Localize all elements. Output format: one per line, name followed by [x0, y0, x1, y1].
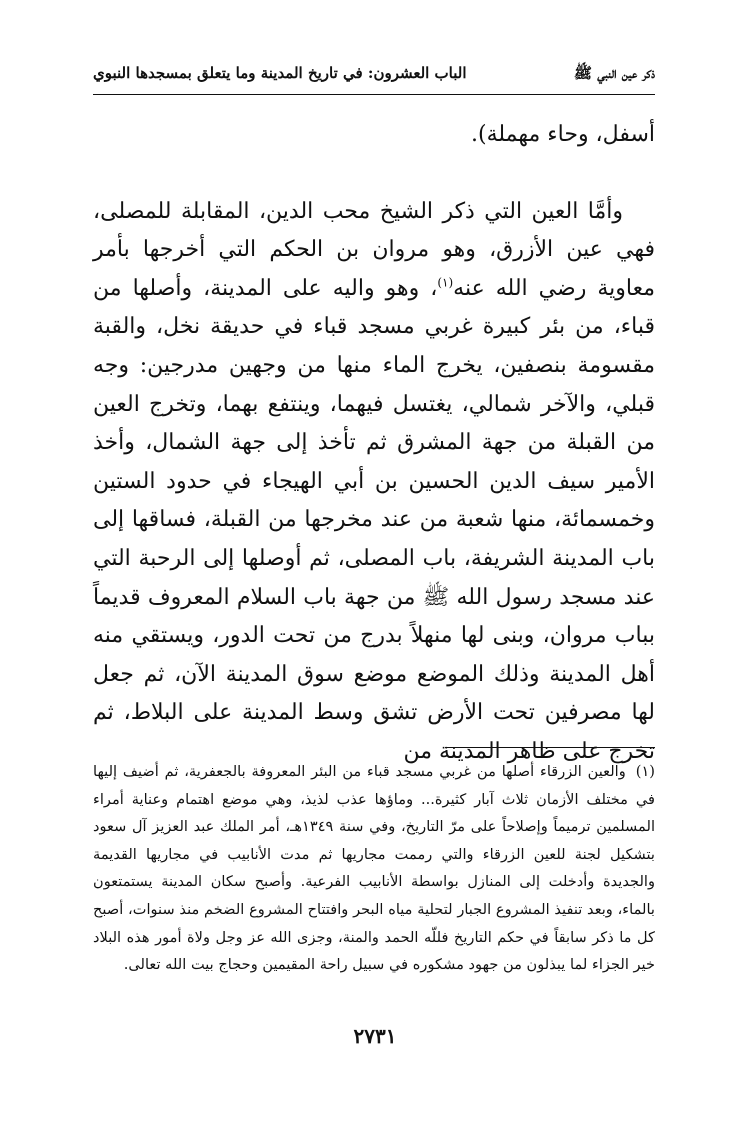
- header-chapter-title: الباب العشرون: في تاريخ المدينة وما يتعلق بمسجدها النبوي: [93, 64, 467, 82]
- main-paragraph-part-1: وأمَّا العين التي ذكر الشيخ محب الدين، المقابلة للمصلى، فهي عين الأزرق، وهو مروان بن الحكم التي أخرجها بأمر معاوية رضي الله عنه: [93, 198, 655, 301]
- main-paragraph: [93, 193, 655, 772]
- footnote-divider: [445, 747, 655, 748]
- footnote-reference[interactable]: (١): [437, 275, 454, 290]
- page-number: ٢٧٣١: [353, 1024, 397, 1048]
- footnote-text: والعين الزرقاء أصلها من غربي مسجد قباء من البئر المعروفة بالجعفرية، ثم أضيف إليها في مختلف الأزمان ثلاث آبار كثيرة... وماؤها عذب لذيذ، وهي موضع اهتمام وعناية أمراء المسلمين ترميماً وإصلاحاً على مرّ التاريخ، وفي سنة ١٣٤٩هـ، أمر الملك عبد العزيز آل سعود بتشكيل لجنة للعين الزرقاء والتي رممت مجاريها ثم مدت الأنابيب في مجاريها القديمة والجديدة وأدخلت إلى المنازل بواسطة الأنابيب الفرعية. وأصبح سكان المدينة يستمتعون بالماء، وبعد تنفيذ المشروع الجبار لتحلية مياه البحر وافتتاح المشروع الضخم منذ سنوات، أصبح كل ما ذكر سابقاً في حكم التاريخ فللّه الحمد والمنة، وجزى الله عز وجل ولاة أمور هذه البلاد خير الجزاء لما يبذلون من جهود مشكوره في سبيل راحة المقيمين وحجاج بيت الله تعالى.: [93, 763, 656, 974]
- header-divider: [93, 94, 655, 95]
- opening-line: أسفل، وحاء مهملة).: [471, 122, 655, 147]
- main-text: [93, 116, 655, 772]
- header-chapter-topic: ذكر عين النبي ﷺ: [573, 64, 655, 82]
- footnote: [93, 758, 655, 979]
- main-paragraph-part-2: ، وهو واليه على المدينة، وأصلها من قباء، من بئر كبيرة غربي مسجد قباء في حديقة نخل، والقبة مقسومة بنصفين، يخرج الماء منها من وجهين مدرجين: وجه قبلي، والآخر شمالي، يغتسل فيهما، وينتفع بهما، وتخرج العين من القبلة من جهة المشرق ثم تأخذ إلى جهة الشمال، وأخذ الأمير سيف الدين الحسين بن أبي الهيجاء في حدود الستين وخمسمائة، منها شعبة من عند مخرجها من القبلة، فساقها إلى باب المدينة الشريفة، باب المصلى، ثم أوصلها إلى الرحبة التي عند مسجد رسول الله ﷺ من جهة باب السلام المعروف قديماً بباب مروان، وبنى لها منهلاً بدرج من تحت الدور، ويستقي منه أهل المدينة وذلك الموضع موضع سوق المدينة الآن، ثم جعل لها مصرفين تحت الأرض تشق وسط المدينة على البلاط، ثم تخرج على ظاهر المدينة من: [93, 275, 655, 764]
- running-header: [93, 60, 655, 90]
- footnote-marker: (١): [635, 763, 655, 780]
